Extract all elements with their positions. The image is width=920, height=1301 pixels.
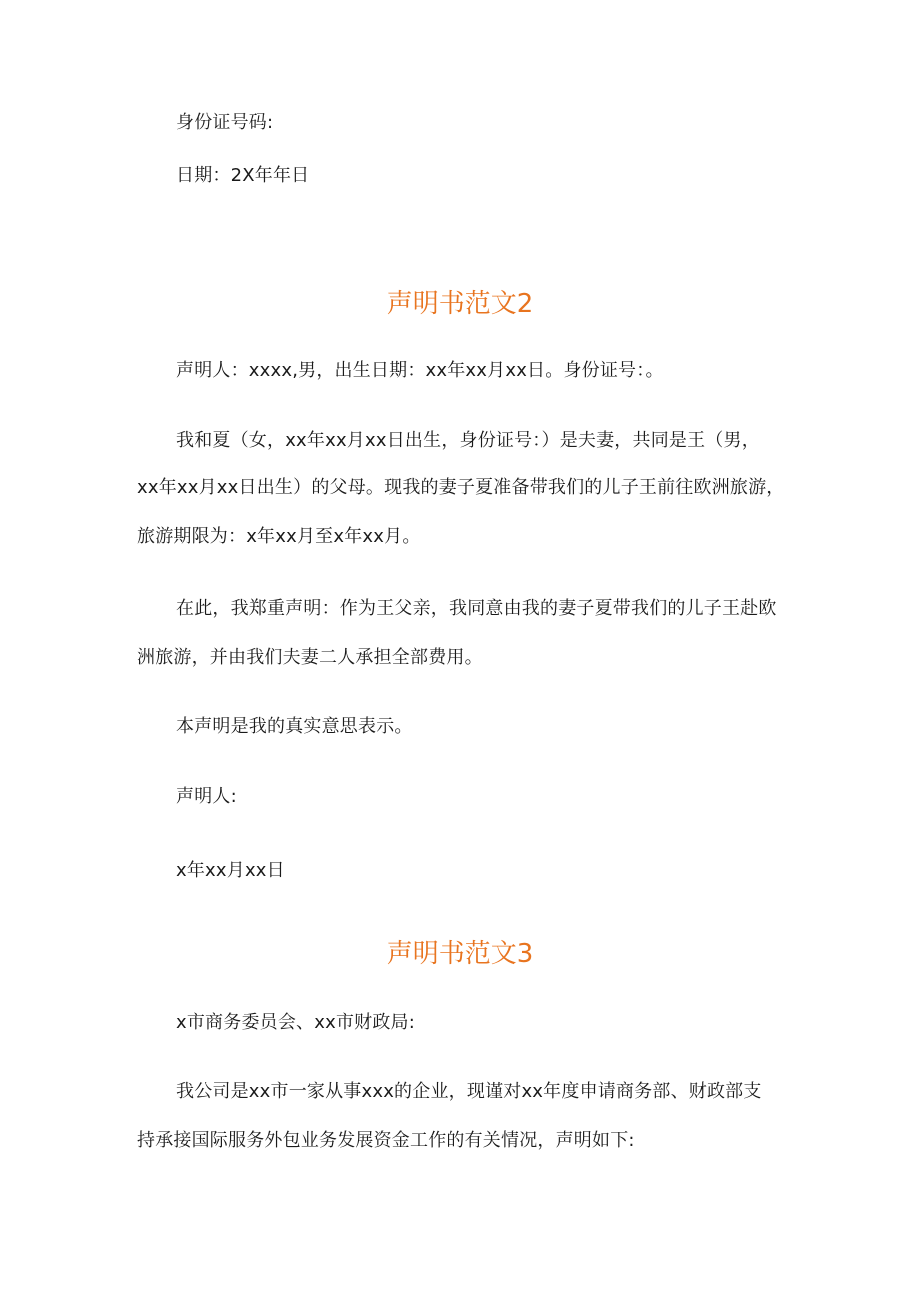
paragraph-2b-line-1: 在此，我郑重声明：作为王父亲，我同意由我的妻子夏带我们的儿子王赴欧 (176, 598, 777, 619)
date-line-1: 日期：2X年年日 (176, 165, 310, 186)
paragraph-2a-line-1: 我和夏（女，xx年xx月xx日出生，身份证号：）是夫妻，共同是王（男， (176, 430, 760, 451)
section-3-title: 声明书范文3 (386, 939, 534, 969)
true-intent-statement: 本声明是我的真实意思表示。 (176, 716, 413, 737)
paragraph-2b-line-2: 洲旅游，并由我们夫妻二人承担全部费用。 (137, 647, 483, 668)
paragraph-2a-line-2: xx年xx月xx日出生）的父母。现我的妻子夏准备带我们的儿子王前往欧洲旅游， (137, 477, 785, 498)
section-2-title: 声明书范文2 (386, 289, 534, 319)
signature-label: 声明人: (176, 786, 237, 807)
date-line-2: x年xx月xx日 (176, 860, 285, 881)
addressee-line: x市商务委员会、xx市财政局: (176, 1012, 416, 1033)
paragraph-3a-line-2: 持承接国际服务外包业务发展资金工作的有关情况，声明如下: (137, 1130, 635, 1151)
paragraph-3a-line-1: 我公司是xx市一家从事xxx的企业，现谨对xx年度申请商务部、财政部支 (176, 1081, 762, 1102)
declarant-line: 声明人：xxxx,男，出生日期：xx年xx月xx日。身份证号：。 (176, 360, 664, 381)
paragraph-2a-line-3: 旅游期限为：x年xx月至x年xx月。 (137, 526, 421, 547)
id-number-label: 身份证号码: (176, 112, 274, 133)
